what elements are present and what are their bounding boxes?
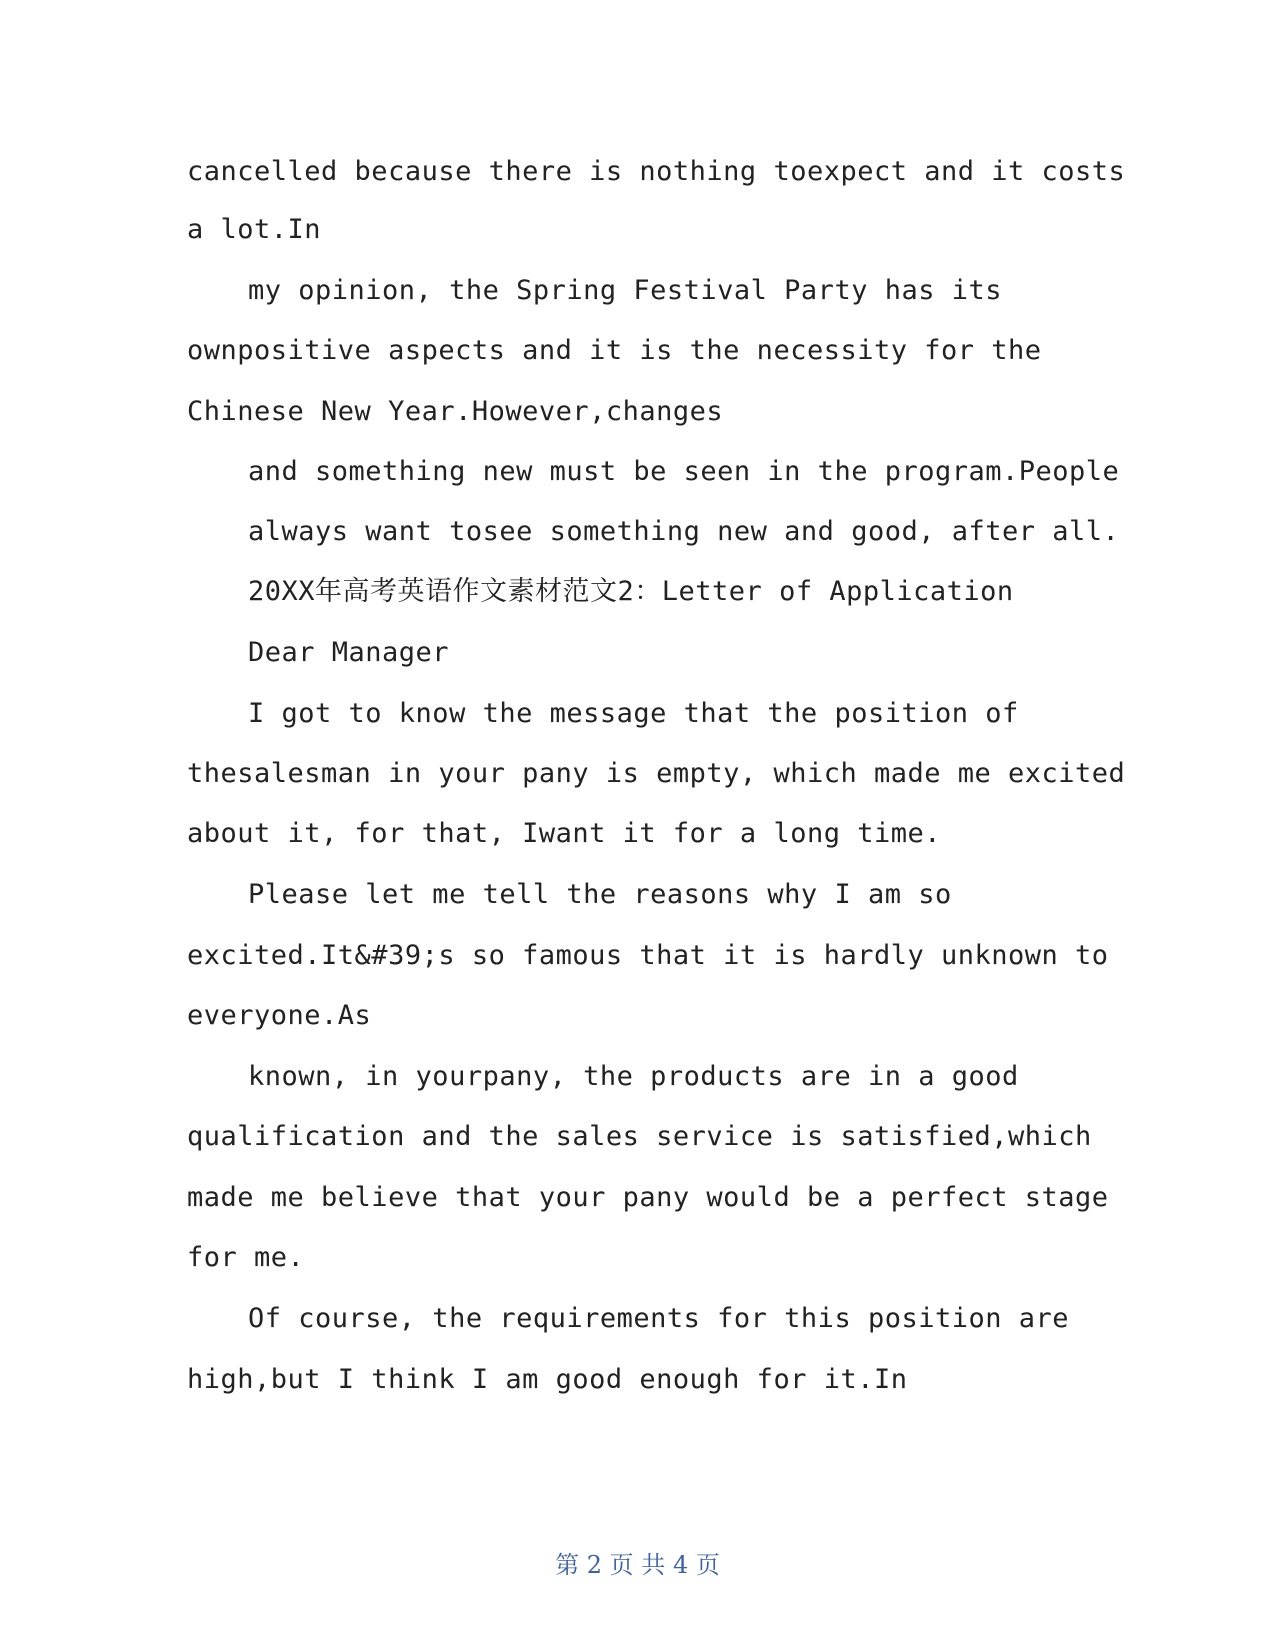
page-number-footer: 第 2 页 共 4 页: [555, 1551, 720, 1579]
section-heading: 20XX年高考英语作文素材范文2：Letter of Application: [248, 576, 1014, 607]
text-line: I got to know the message that the position of: [248, 698, 1019, 729]
text-line: Of course, the requirements for this position are: [248, 1303, 1070, 1334]
text-line: made me believe that your pany would be a perfect stage: [187, 1182, 1109, 1213]
salutation: Dear Manager: [248, 637, 450, 668]
text-line: qualification and the sales service is satisfied,which: [187, 1121, 1092, 1152]
text-line: cancelled because there is nothing toexpect and it costs: [187, 156, 1126, 187]
text-line: my opinion, the Spring Festival Party has its: [248, 275, 1002, 306]
text-line: high,but I think I am good enough for it.In: [187, 1364, 908, 1395]
text-line: always want tosee something new and good, after all.: [248, 516, 1120, 547]
text-line: for me.: [187, 1242, 305, 1273]
text-line: thesalesman in your pany is empty, which made me excited: [187, 758, 1126, 789]
text-line: known, in yourpany, the products are in a good: [248, 1061, 1019, 1092]
text-line: everyone.As: [187, 1000, 372, 1031]
text-line: Chinese New Year.However,changes: [187, 396, 724, 427]
text-line: and something new must be seen in the program.People: [248, 456, 1120, 487]
text-line: a lot.In: [187, 214, 322, 245]
text-line: about it, for that, Iwant it for a long time.: [187, 818, 941, 849]
text-line: ownpositive aspects and it is the necessity for the: [187, 335, 1042, 366]
text-line: excited.It&#39;s so famous that it is hardly unknown to: [187, 940, 1109, 971]
text-line: Please let me tell the reasons why I am so: [248, 879, 952, 910]
